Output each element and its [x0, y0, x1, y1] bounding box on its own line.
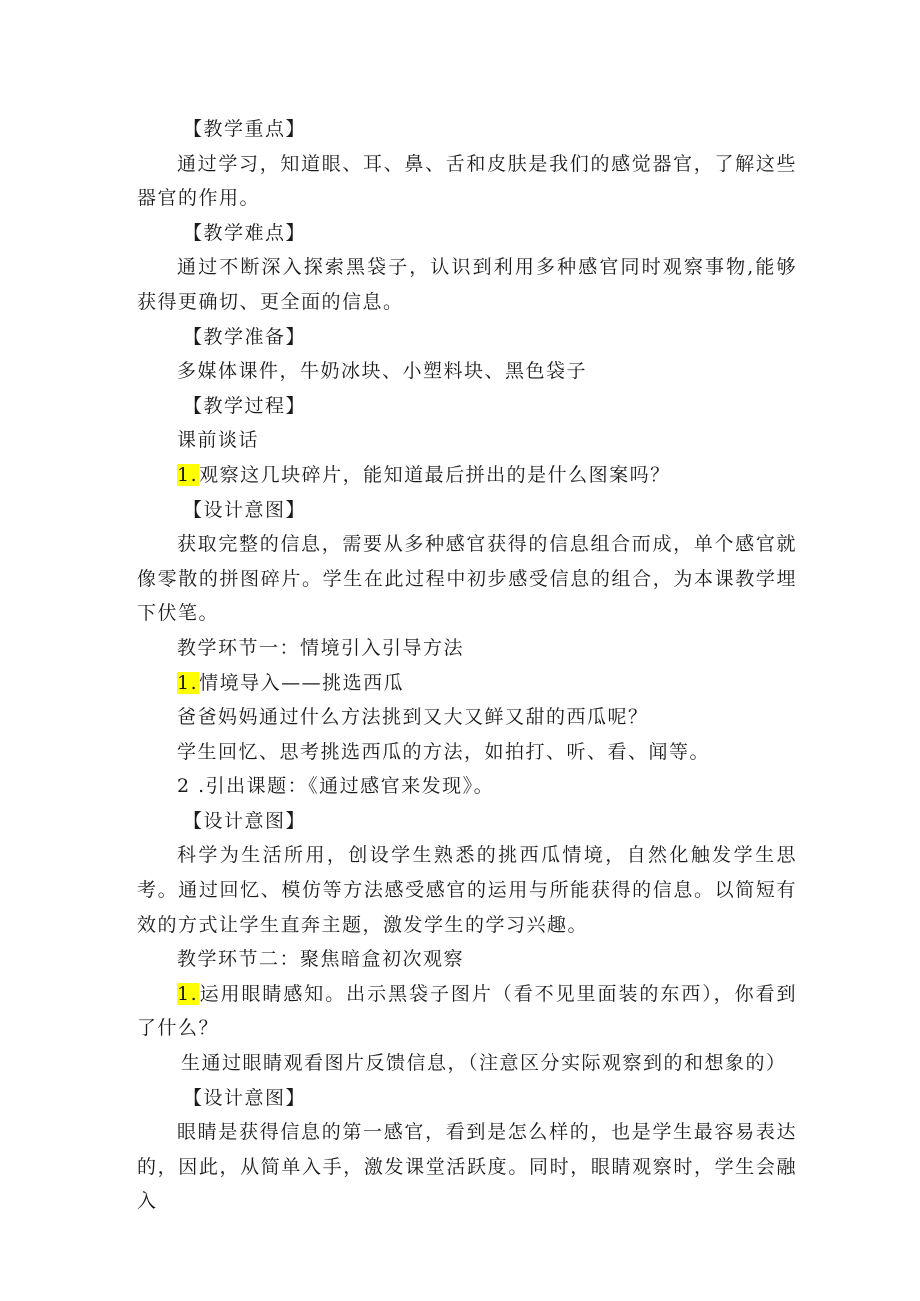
paragraph-design-intent: 获取完整的信息，需要从多种感官获得的信息组合而成，单个感官就像零散的拼图碎片。学生在此过程中初步感受信息的组合，为本课教学埋下伏笔。 — [137, 533, 797, 625]
item-text: 观察这几块碎片，能知道最后拼出的是什么图案吗？ — [199, 463, 671, 486]
paragraph-student-feedback: 生通过眼睛观看图片反馈信息，（注意区分实际观察到的和想象的） — [181, 1052, 787, 1075]
document-body — [137, 112, 797, 1219]
paragraph-design-intent: 科学为生活所用，创设学生熟悉的挑西瓜情境，自然化触发学生思考。通过回忆、模仿等方法感受感官的运用与所能获得的信息。以简短有效的方式让学生直奔主题，激发学生的学习兴趣。 — [137, 844, 797, 936]
numbered-item — [137, 666, 797, 701]
section-heading-process: 【教学过程】 — [183, 394, 307, 417]
item-number-highlight: 1. — [177, 982, 199, 1005]
section-heading-key-points: 【教学重点】 — [183, 118, 307, 140]
paragraph-stage-one: 教学环节一：情境引入引导方法 — [177, 636, 465, 659]
section-heading-design-intent: 【设计意图】 — [183, 1086, 307, 1109]
paragraph-question: 爸爸妈妈通过什么方法挑到又大又鲜又甜的西瓜呢？ — [177, 706, 649, 729]
paragraph-students-recall: 学生回忆、思考挑选西瓜的方法，如拍打、听、看、闻等。 — [177, 740, 711, 763]
item-text: 情境导入——挑选西瓜 — [199, 671, 405, 694]
paragraph-design-intent: 眼睛是获得信息的第一感官，看到是怎么样的，也是学生最容易表达的，因此，从简单入手，激发课堂活跃度。同时，眼睛观察时，学生会融入 — [137, 1121, 797, 1213]
paragraph-stage-two: 教学环节二：聚焦暗盒初次观察 — [177, 948, 465, 971]
paragraph-lesson-title: 2 .引出课题：《通过感官来发现》。 — [177, 775, 495, 798]
item-number-highlight: 1. — [177, 671, 199, 694]
paragraph-difficulties: 通过不断深入探索黑袋子，认识到利用多种感官同时观察事物,能够获得更确切、更全面的信息。 — [137, 256, 797, 313]
numbered-item — [137, 977, 797, 1046]
paragraph-key-points: 通过学习，知道眼、耳、鼻、舌和皮肤是我们的感觉器官，了解这些器官的作用。 — [137, 152, 797, 210]
section-heading-design-intent: 【设计意图】 — [183, 498, 307, 521]
section-heading-design-intent: 【设计意图】 — [183, 809, 307, 832]
numbered-item — [137, 458, 797, 493]
section-heading-preparation: 【教学准备】 — [183, 325, 307, 348]
paragraph-pre-class-talk: 课前谈话 — [177, 429, 260, 452]
item-text: 运用眼睛感知。出示黑袋子图片（看不见里面装的东西），你看到了什么？ — [137, 982, 797, 1040]
paragraph-preparation: 多媒体课件，牛奶冰块、小塑料块、黑色袋子 — [177, 360, 588, 383]
item-number-highlight: 1. — [177, 463, 199, 486]
section-heading-difficulties: 【教学难点】 — [183, 221, 307, 244]
